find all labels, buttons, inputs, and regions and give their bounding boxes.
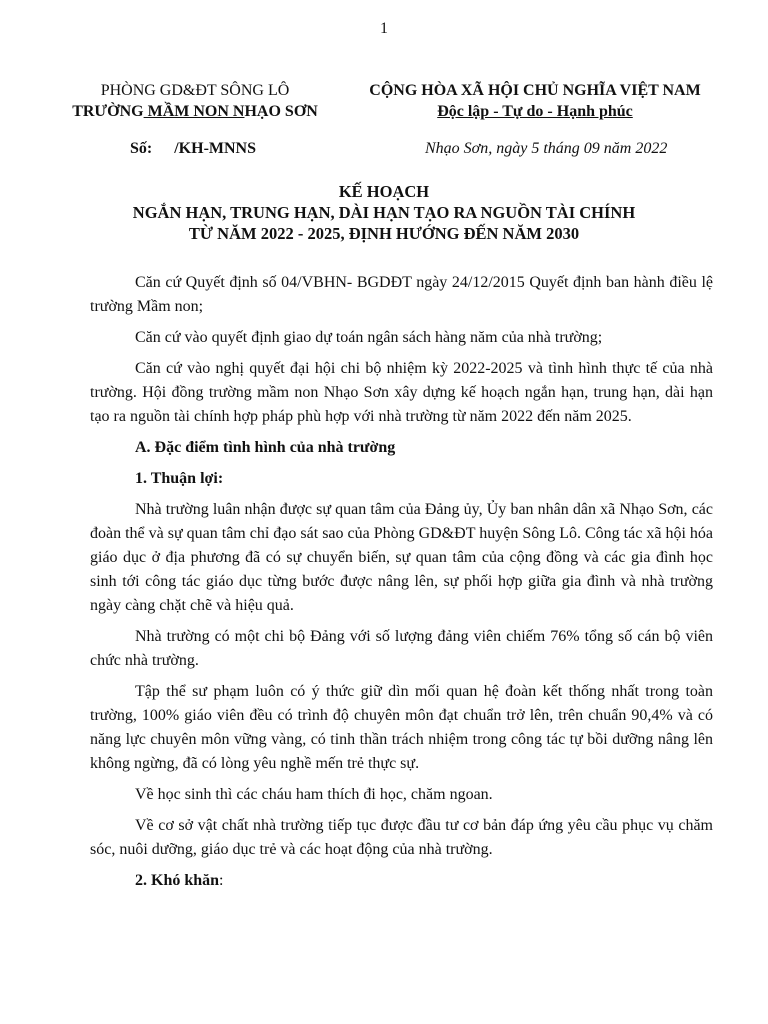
paragraph-legal-basis-3: Căn cứ vào nghị quyết đại hội chi bộ nhiệm kỳ 2022-2025 và tình hình thực tế của nhà trường. Hội đồng trường mầm non Nhạo Sơn xây dựng kế hoạch ngắn hạn, trung hạn, dài hạn tạo ra nguồn tài chính hợp pháp phù hợp với nhà trường từ năm 2022 đến năm 2025. bbox=[90, 360, 713, 425]
subsection-difficulties-heading bbox=[90, 869, 713, 893]
title-line-2: NGẮN HẠN, TRUNG HẠN, DÀI HẠN TẠO RA NGUỒN TÀI CHÍNH bbox=[132, 203, 636, 222]
document-number bbox=[130, 140, 256, 158]
document-number-label: Số: bbox=[130, 140, 153, 157]
paragraph-legal-basis-2: Căn cứ vào quyết định giao dự toán ngân sách hàng năm của nhà trường; bbox=[135, 329, 603, 346]
national-motto: Độc lập - Tự do - Hạnh phúc bbox=[437, 103, 633, 120]
school-name-prefix: TRƯỜNG bbox=[72, 103, 144, 120]
school-name-underlined: MẦM NON N bbox=[143, 103, 245, 120]
paragraph-legal-basis-1: Căn cứ Quyết định số 04/VBHN- BGDĐT ngày 24/12/2015 Quyết định ban hành điều lệ trường Mầm non; bbox=[90, 274, 713, 315]
paragraph-advantages-5: Về cơ sở vật chất nhà trường tiếp tục được đầu tư cơ bản đáp ứng yêu cầu phục vụ chăm sóc, nuôi dưỡng, giáo dục trẻ và các hoạt động của nhà trường. bbox=[90, 817, 713, 858]
paragraph-advantages-3: Tập thể sư phạm luôn có ý thức giữ dìn mối quan hệ đoàn kết thống nhất trong toàn trường, 100% giáo viên đều có trình độ chuyên môn đạt chuẩn trở lên, trên chuẩn 90,4% và có năng lực chuyên môn vững vàng, có tinh thần trách nhiệm trong công tác tự bồi dưỡng nâng lên không ngừng, đã có lòng yêu nghề mến trẻ thực sự. bbox=[90, 683, 713, 772]
paragraph-advantages-4: Về học sinh thì các cháu ham thích đi học, chăm ngoan. bbox=[135, 786, 493, 803]
place-date: Nhạo Sơn, ngày 5 tháng 09 năm 2022 bbox=[425, 140, 668, 157]
document-title bbox=[0, 181, 768, 244]
title-line-3: TỪ NĂM 2022 - 2025, ĐỊNH HƯỚNG ĐẾN NĂM 2030 bbox=[188, 224, 580, 243]
document-number-code: /KH-MNNS bbox=[174, 140, 257, 157]
title-line-1: KẾ HOẠCH bbox=[338, 182, 430, 201]
national-block bbox=[350, 80, 720, 122]
subsection-difficulties-label: 2. Khó khăn bbox=[135, 872, 220, 889]
reference-row bbox=[0, 140, 768, 162]
document-header bbox=[0, 80, 768, 140]
page-number: 1 bbox=[380, 20, 388, 37]
subsection-difficulties-colon: : bbox=[219, 872, 224, 889]
issuer-block bbox=[60, 80, 330, 122]
agency-name: PHÒNG GD&ĐT SÔNG LÔ bbox=[100, 82, 290, 99]
paragraph-advantages-2: Nhà trường có một chi bộ Đảng với số lượng đảng viên chiếm 76% tổng số cán bộ viên chức nhà trường. bbox=[90, 628, 713, 669]
subsection-advantages-heading: 1. Thuận lợi: bbox=[135, 470, 224, 487]
school-name bbox=[60, 101, 330, 122]
country-name: CỘNG HÒA XÃ HỘI CHỦ NGHĨA VIỆT NAM bbox=[369, 82, 701, 99]
school-name-suffix: HẠO SƠN bbox=[244, 103, 318, 120]
document-body bbox=[90, 271, 713, 900]
paragraph-advantages-1: Nhà trường luân nhận được sự quan tâm của Đảng ủy, Ủy ban nhân dân xã Nhạo Sơn, các đoàn thể và sự quan tâm chỉ đạo sát sao của Phòng GD&ĐT huyện Sông Lô. Công tác xã hội hóa giáo dục ở địa phương đã có sự chuyển biến, sự quan tâm của cộng đồng và các gia đình học sinh tới công tác giáo dục từng bước được nâng lên, sự phối hợp giữa gia đình và nhà trường ngày càng chặt chẽ và hiệu quả. bbox=[90, 501, 713, 614]
section-a-heading: A. Đặc điểm tình hình của nhà trường bbox=[135, 439, 396, 456]
